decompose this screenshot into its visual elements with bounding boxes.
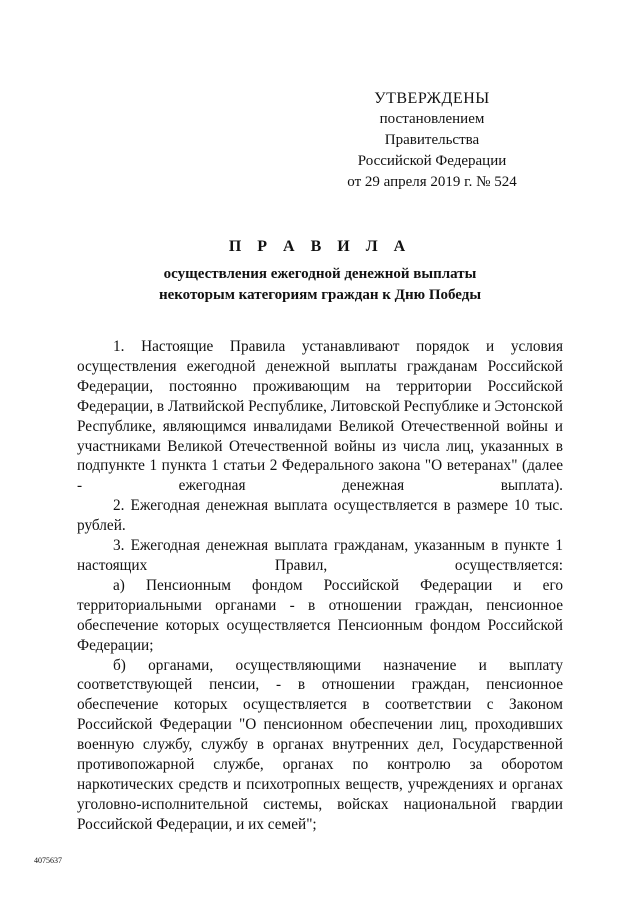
paragraph-3a: а) Пенсионным фондом Российской Федерации и его территориальными органами - в отношении граждан, пенсионное обеспечение которых осуществляется Пенсионным фондом Российской Федерации; — [77, 576, 563, 654]
paragraph-3b: б) органами, осуществляющими назначение и выплату соответствующей пенсии, - в отношении граждан, пенсионное обеспечение которых осуществляется в соответствии с Законом Российской Федерации "О пенсионном обеспечении лиц, проходивших военную службу, службу в органах внутренних дел, Государственной противопожарной службе, органах по контролю за оборотом наркотических средств и психотропных веществ, учреждениях и органах уголовно-исполнительной системы, войсках национальной гвардии Российской Федерации, и их семей"; — [77, 656, 563, 833]
approval-line-3: от 29 апреля 2019 г. № 524 — [347, 174, 517, 190]
approval-line-2: Российской Федерации — [357, 153, 507, 169]
document-subtitle — [80, 264, 560, 306]
approval-line-1: постановлением Правительства — [379, 111, 485, 148]
subtitle-line-1: осуществления ежегодной денежной выплаты — [163, 266, 477, 282]
document-title: П Р А В И Л А — [228, 238, 412, 255]
footer-code: 4075637 — [34, 856, 62, 865]
document-body — [77, 337, 563, 835]
paragraph-2: 2. Ежегодная денежная выплата осуществляется в размере 10 тыс. рублей. — [77, 497, 563, 535]
subtitle-line-2: некоторым категориям граждан к Дню Победы — [158, 287, 482, 303]
paragraph-1: 1. Настоящие Правила устанавливают порядок и условия осуществления ежегодной денежной выплаты гражданам Российской Федерации, постоянно проживающим на территории Российской Федерации, в Латвийской Республике, Литовской Республике и Эстонской Республике, являющимся инвалидами Великой Отечественной войны и участниками Великой Отечественной войны из числа лиц, указанных в подпункте 1 пункта 1 статьи 2 Федерального закона "О ветеранах" (далее - ежегодная денежная выплата). — [77, 338, 563, 495]
approval-block — [332, 88, 532, 193]
paragraph-3: 3. Ежегодная денежная выплата гражданам, указанным в пункте 1 настоящих Правил, осуществляется: — [77, 537, 563, 574]
approval-heading: УТВЕРЖДЕНЫ — [374, 90, 490, 107]
